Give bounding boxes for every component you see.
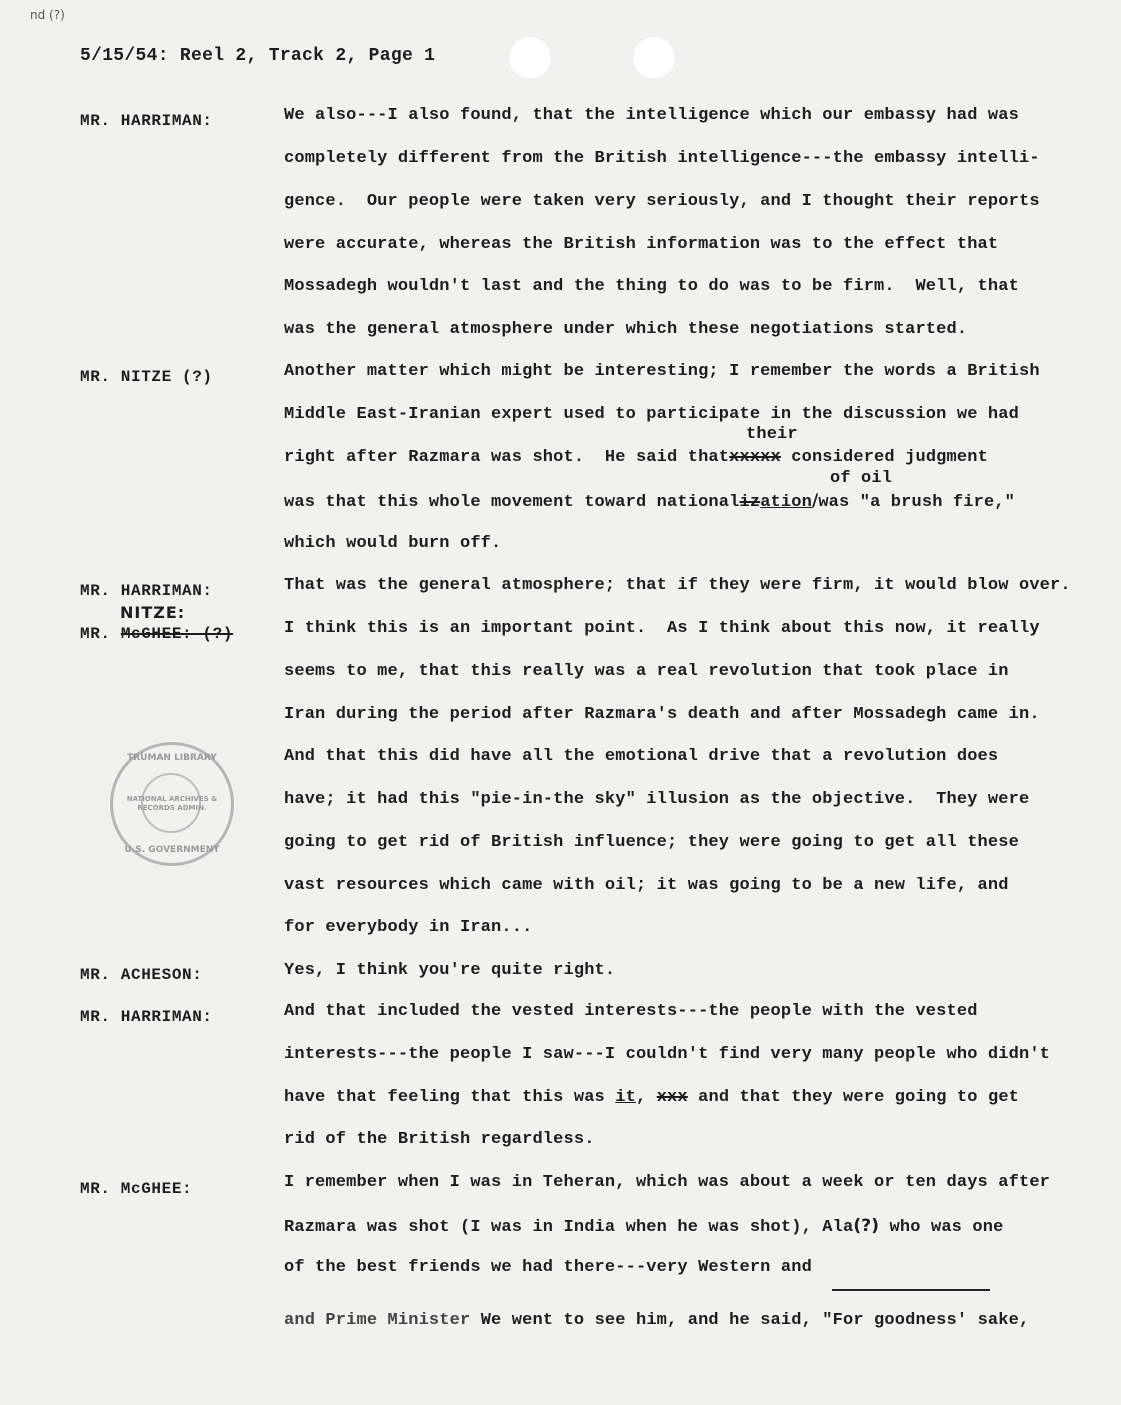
transcript-line-edited: [284, 1216, 1003, 1237]
speaker-label: MR. McGHEE:: [80, 1180, 193, 1198]
line-text: ,: [635, 1088, 647, 1107]
transcript-line: which would burn off.: [284, 534, 502, 553]
speaker-label: MR. NITZE (?): [80, 368, 213, 386]
transcript-line: completely different from the British intelligence---the embassy intelli-: [284, 149, 1040, 168]
transcript-line: Middle East-Iranian expert used to participate in the discussion we had: [284, 405, 1019, 424]
transcript-line-edited: [284, 1088, 1019, 1107]
handwritten-insertion: their: [746, 425, 798, 444]
stamp-bottom-text: U.S. GOVERNMENT: [124, 845, 220, 855]
handwritten-speaker-correction: NITZE:: [120, 603, 186, 622]
line-text: Razmara was shot (I was in India when he was shot), Ala: [284, 1218, 854, 1237]
insert-slash: /: [811, 491, 819, 511]
handwritten-insertion: and Prime Minister: [284, 1311, 471, 1330]
line-text: who was one: [879, 1218, 1004, 1237]
transcript-line: Iran during the period after Razmara's death and after Mossadegh came in.: [284, 705, 1040, 724]
transcript-line: And that included the vested interests---the people with the vested: [284, 1002, 978, 1021]
transcript-line: Yes, I think you're quite right.: [284, 961, 616, 980]
transcript-line: That was the general atmosphere; that if they were firm, it would blow over.: [284, 576, 1071, 595]
struck-text: iz: [739, 493, 761, 512]
struck-text: xxx: [656, 1088, 688, 1107]
line-text: considered judgment: [780, 448, 988, 467]
punch-hole-right: [632, 36, 676, 80]
line-text: We went to see him, and he said, "For goodness' sake,: [470, 1311, 1030, 1330]
transcript-line: were accurate, whereas the British information was to the effect that: [284, 235, 999, 254]
margin-note: nd (?): [30, 8, 65, 22]
speaker-prefix: MR.: [80, 625, 111, 643]
line-text: was that this whole movement toward national: [284, 493, 740, 512]
stamp-center-text: NATIONAL ARCHIVES & RECORDS ADMIN.: [126, 795, 218, 812]
transcript-line: have; it had this "pie-in-the sky" illusion as the objective. They were: [284, 790, 1030, 809]
handwritten-mark: (?): [853, 1216, 880, 1236]
transcript-line: Mossadegh wouldn't last and the thing to do was to be firm. Well, that: [284, 277, 1019, 296]
handwritten-insertion: of oil: [830, 469, 893, 488]
transcript-line: We also---I also found, that the intelligence which our embassy had was: [284, 106, 1019, 125]
speaker-label: MR. HARRIMAN:: [80, 582, 213, 600]
transcript-line-edited: [284, 448, 988, 467]
page-header: 5/15/54: Reel 2, Track 2, Page 1: [80, 46, 436, 66]
transcript-line: Another matter which might be interesting; I remember the words a British: [284, 362, 1040, 381]
transcript-line-edited: [284, 491, 1015, 512]
line-text: ation: [760, 493, 812, 512]
speaker-label: MR. HARRIMAN:: [80, 112, 213, 130]
handwritten-rule: [832, 1289, 990, 1291]
line-text: have that feeling that this was: [284, 1088, 616, 1107]
stamp-top-text: TRUMAN LIBRARY: [127, 753, 217, 763]
transcript-line: I remember when I was in Teheran, which was about a week or ten days after: [284, 1173, 1051, 1192]
transcript-line: gence. Our people were taken very seriously, and I thought their reports: [284, 192, 1040, 211]
struck-text: xxxxx: [729, 448, 781, 467]
punch-hole-left: [508, 36, 552, 80]
transcript-line: was the general atmosphere under which these negotiations started.: [284, 320, 968, 339]
transcript-line: of the best friends we had there---very Western and: [284, 1258, 812, 1277]
transcript-line: for everybody in Iran...: [284, 918, 533, 937]
speaker-label: MR. ACHESON:: [80, 966, 203, 984]
transcript-line: rid of the British regardless.: [284, 1130, 595, 1149]
line-text: was "a brush fire,": [818, 493, 1016, 512]
underlined-text: it: [615, 1088, 636, 1107]
transcript-line: vast resources which came with oil; it was going to be a new life, and: [284, 876, 1009, 895]
transcript-line: And that this did have all the emotional drive that a revolution does: [284, 747, 999, 766]
transcript-line: going to get rid of British influence; they were going to get all these: [284, 833, 1019, 852]
transcript-line: interests---the people I saw---I couldn't find very many people who didn't: [284, 1045, 1051, 1064]
line-text: right after Razmara was shot. He said that: [284, 448, 730, 467]
transcript-line-edited: [284, 1311, 1029, 1330]
speaker-label: MR. HARRIMAN:: [80, 1008, 213, 1026]
struck-speaker-name: McGHEE: (?): [120, 625, 234, 643]
transcript-line: seems to me, that this really was a real revolution that took place in: [284, 662, 1009, 681]
line-text: and that they were going to get: [687, 1088, 1020, 1107]
transcript-line: I think this is an important point. As I think about this now, it really: [284, 619, 1040, 638]
speaker-label-corrected: [80, 625, 233, 643]
archive-stamp: [110, 742, 234, 866]
